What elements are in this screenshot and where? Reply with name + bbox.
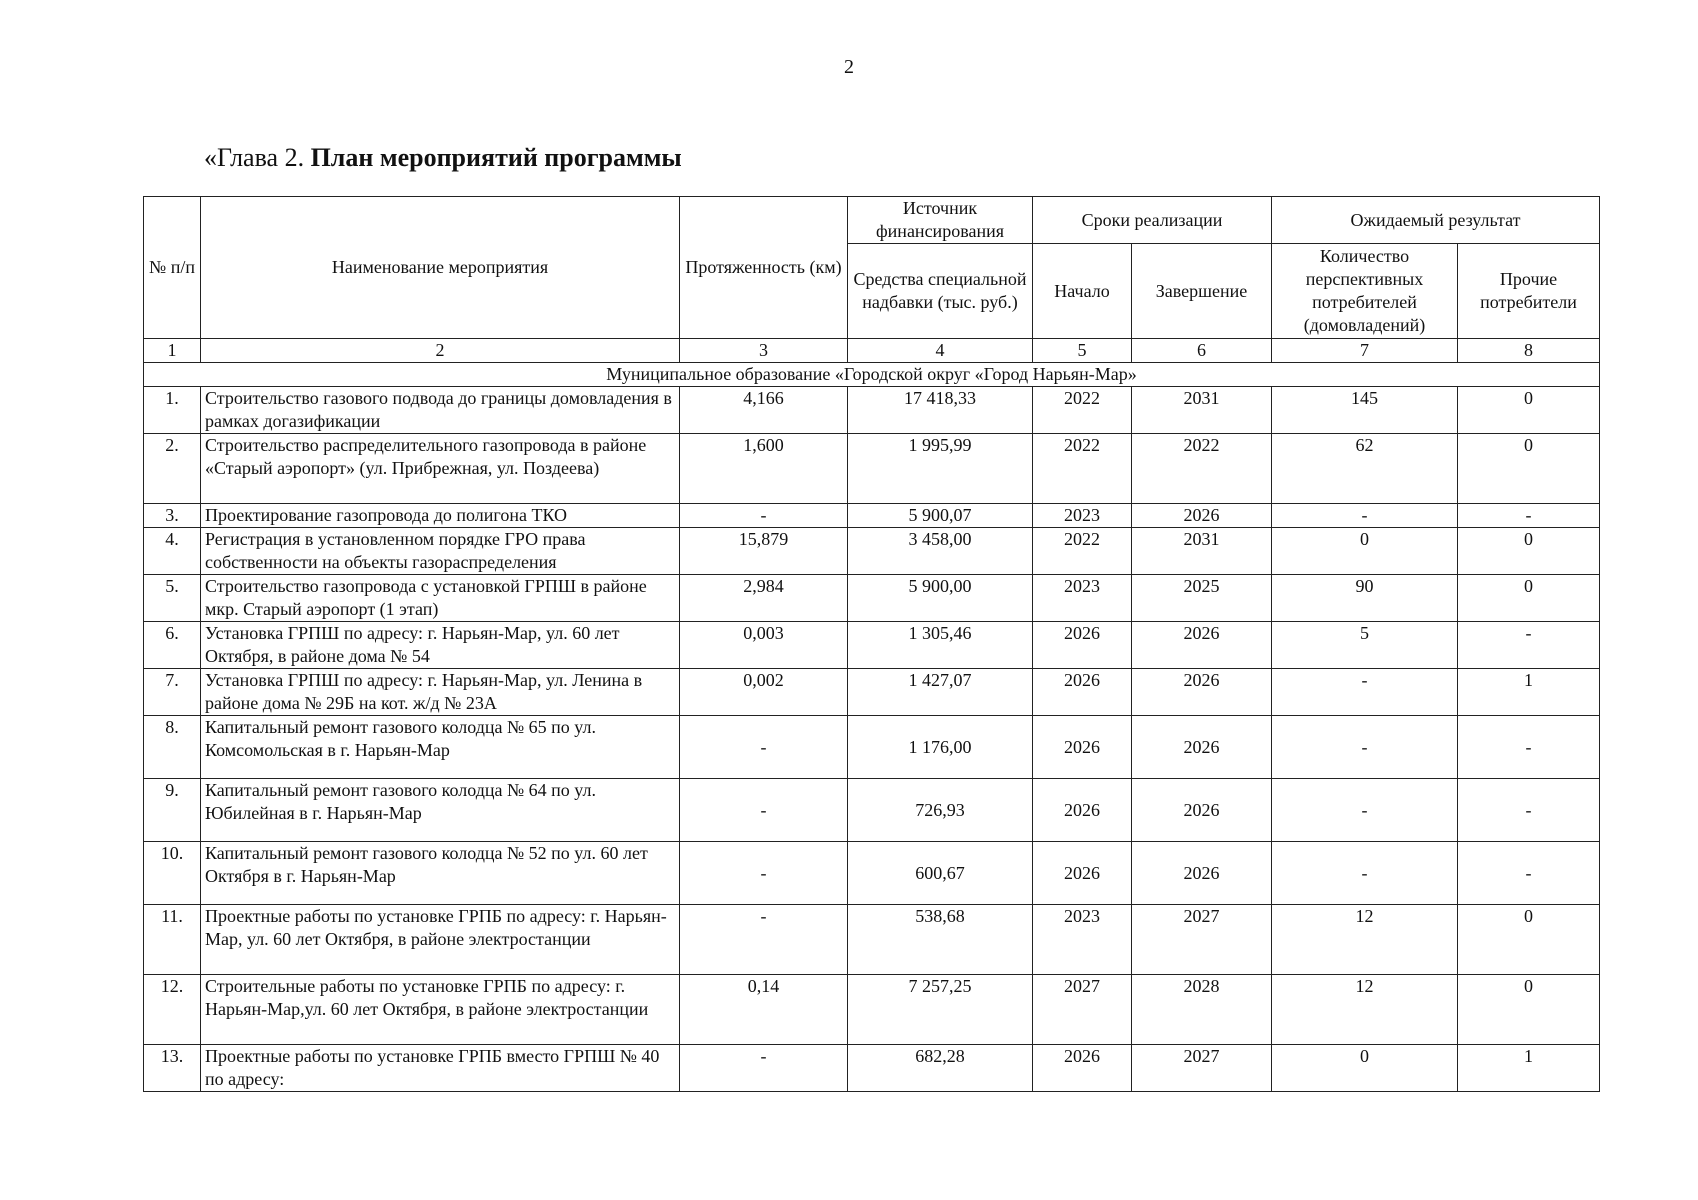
row-consumers: 0 [1272, 528, 1458, 575]
row-consumers: - [1272, 842, 1458, 905]
row-name: Проектные работы по установке ГРПБ по адресу: г. Нарьян-Мар, ул. 60 лет Октября, в районе электростанции [201, 905, 680, 975]
table-row [144, 387, 1600, 434]
row-start: 2022 [1033, 387, 1132, 434]
row-end: 2022 [1132, 434, 1272, 504]
column-number: 4 [848, 339, 1033, 363]
row-funds: 3 458,00 [848, 528, 1033, 575]
row-funds: 5 900,07 [848, 504, 1033, 528]
row-funds: 600,67 [848, 842, 1033, 905]
row-name: Капитальный ремонт газового колодца № 65 по ул. Комсомольская в г. Нарьян-Мар [201, 716, 680, 779]
row-num: 1. [144, 387, 201, 434]
row-consumers: 5 [1272, 622, 1458, 669]
row-end: 2031 [1132, 528, 1272, 575]
table-row [144, 434, 1600, 504]
plan-table [143, 196, 1600, 1092]
row-end: 2026 [1132, 779, 1272, 842]
row-other: 0 [1458, 528, 1600, 575]
row-other: 0 [1458, 905, 1600, 975]
row-consumers: 145 [1272, 387, 1458, 434]
row-num: 12. [144, 975, 201, 1045]
row-name: Капитальный ремонт газового колодца № 52 по ул. 60 лет Октября в г. Нарьян-Мар [201, 842, 680, 905]
row-length: 4,166 [680, 387, 848, 434]
table-row [144, 842, 1600, 905]
column-number: 2 [201, 339, 680, 363]
row-end: 2026 [1132, 622, 1272, 669]
chapter-title-prefix: «Глава 2. [204, 143, 311, 172]
row-other: 0 [1458, 434, 1600, 504]
row-funds: 682,28 [848, 1045, 1033, 1092]
header-source-group: Источник финансирования [848, 197, 1033, 244]
row-end: 2025 [1132, 575, 1272, 622]
column-number: 6 [1132, 339, 1272, 363]
row-consumers: 62 [1272, 434, 1458, 504]
row-num: 6. [144, 622, 201, 669]
row-end: 2031 [1132, 387, 1272, 434]
row-name: Строительство газового подвода до границы домовладения в рамках догазификации [201, 387, 680, 434]
row-consumers: 12 [1272, 975, 1458, 1045]
row-start: 2023 [1033, 504, 1132, 528]
row-end: 2026 [1132, 669, 1272, 716]
row-num: 2. [144, 434, 201, 504]
row-start: 2026 [1033, 716, 1132, 779]
row-consumers: 12 [1272, 905, 1458, 975]
table-row [144, 905, 1600, 975]
row-start: 2026 [1033, 779, 1132, 842]
table-row [144, 975, 1600, 1045]
row-start: 2027 [1033, 975, 1132, 1045]
row-end: 2026 [1132, 716, 1272, 779]
row-funds: 1 995,99 [848, 434, 1033, 504]
table-row [144, 716, 1600, 779]
row-funds: 726,93 [848, 779, 1033, 842]
table-row [144, 669, 1600, 716]
row-consumers: - [1272, 504, 1458, 528]
table-row [144, 779, 1600, 842]
row-other: - [1458, 716, 1600, 779]
column-number: 8 [1458, 339, 1600, 363]
row-funds: 1 427,07 [848, 669, 1033, 716]
column-number: 5 [1033, 339, 1132, 363]
row-start: 2026 [1033, 622, 1132, 669]
header-result-group: Ожидаемый результат [1272, 197, 1600, 244]
row-name: Установка ГРПШ по адресу: г. Нарьян-Мар, ул. Ленина в районе дома № 29Б на кот. ж/д № 23А [201, 669, 680, 716]
row-other: 0 [1458, 975, 1600, 1045]
row-other: - [1458, 504, 1600, 528]
row-other: 1 [1458, 669, 1600, 716]
row-num: 11. [144, 905, 201, 975]
row-end: 2028 [1132, 975, 1272, 1045]
row-name: Установка ГРПШ по адресу: г. Нарьян-Мар, ул. 60 лет Октября, в районе дома № 54 [201, 622, 680, 669]
row-funds: 17 418,33 [848, 387, 1033, 434]
row-other: 0 [1458, 387, 1600, 434]
header-num: № п/п [144, 197, 201, 339]
row-other: 1 [1458, 1045, 1600, 1092]
row-funds: 1 176,00 [848, 716, 1033, 779]
row-num: 10. [144, 842, 201, 905]
row-funds: 1 305,46 [848, 622, 1033, 669]
row-start: 2023 [1033, 575, 1132, 622]
row-start: 2022 [1033, 528, 1132, 575]
row-length: - [680, 716, 848, 779]
row-consumers: 90 [1272, 575, 1458, 622]
row-consumers: 0 [1272, 1045, 1458, 1092]
row-other: - [1458, 779, 1600, 842]
row-other: - [1458, 842, 1600, 905]
section-row [144, 363, 1600, 387]
row-consumers: - [1272, 779, 1458, 842]
row-name: Строительство газопровода с установкой ГРПШ в районе мкр. Старый аэропорт (1 этап) [201, 575, 680, 622]
row-length: 15,879 [680, 528, 848, 575]
row-name: Проектные работы по установке ГРПБ вместо ГРПШ № 40 по адресу: [201, 1045, 680, 1092]
row-num: 9. [144, 779, 201, 842]
header-other: Прочие потребители [1458, 244, 1600, 339]
column-number: 7 [1272, 339, 1458, 363]
row-consumers: - [1272, 716, 1458, 779]
table-row [144, 622, 1600, 669]
table-row [144, 575, 1600, 622]
row-name: Строительство распределительного газопровода в районе «Старый аэропорт» (ул. Прибрежная, ул. Поздеева) [201, 434, 680, 504]
row-other: 0 [1458, 575, 1600, 622]
row-name: Строительные работы по установке ГРПБ по адресу: г. Нарьян-Мар,ул. 60 лет Октября, в районе электростанции [201, 975, 680, 1045]
row-length: - [680, 842, 848, 905]
column-number-row [144, 339, 1600, 363]
header-terms-group: Сроки реализации [1033, 197, 1272, 244]
page-number: 2 [844, 56, 854, 78]
row-length: - [680, 905, 848, 975]
row-other: - [1458, 622, 1600, 669]
row-num: 3. [144, 504, 201, 528]
chapter-title-bold: План мероприятий программы [310, 143, 682, 172]
row-length: 0,14 [680, 975, 848, 1045]
row-start: 2026 [1033, 842, 1132, 905]
row-end: 2026 [1132, 842, 1272, 905]
header-end: Завершение [1132, 244, 1272, 339]
table-row [144, 504, 1600, 528]
row-length: - [680, 504, 848, 528]
row-consumers: - [1272, 669, 1458, 716]
row-end: 2027 [1132, 905, 1272, 975]
row-length: 1,600 [680, 434, 848, 504]
row-name: Капитальный ремонт газового колодца № 64 по ул. Юбилейная в г. Нарьян-Мар [201, 779, 680, 842]
row-start: 2026 [1033, 1045, 1132, 1092]
row-length: 0,003 [680, 622, 848, 669]
header-consumers: Количество перспективных потребителей (домовладений) [1272, 244, 1458, 339]
column-number: 1 [144, 339, 201, 363]
header-start: Начало [1033, 244, 1132, 339]
row-num: 13. [144, 1045, 201, 1092]
row-funds: 538,68 [848, 905, 1033, 975]
section-title: Муниципальное образование «Городской округ «Город Нарьян-Мар» [144, 363, 1600, 387]
header-source-sub: Средства специальной надбавки (тыс. руб.) [848, 244, 1033, 339]
header-length: Протяженность (км) [680, 197, 848, 339]
row-start: 2023 [1033, 905, 1132, 975]
header-name: Наименование мероприятия [201, 197, 680, 339]
row-funds: 5 900,00 [848, 575, 1033, 622]
table-row [144, 1045, 1600, 1092]
row-length: - [680, 779, 848, 842]
chapter-title [204, 143, 682, 173]
column-number: 3 [680, 339, 848, 363]
row-name: Регистрация в установленном порядке ГРО права собственности на объекты газораспределения [201, 528, 680, 575]
row-length: 2,984 [680, 575, 848, 622]
row-start: 2026 [1033, 669, 1132, 716]
row-funds: 7 257,25 [848, 975, 1033, 1045]
row-num: 4. [144, 528, 201, 575]
row-num: 8. [144, 716, 201, 779]
row-num: 5. [144, 575, 201, 622]
row-end: 2027 [1132, 1045, 1272, 1092]
row-length: 0,002 [680, 669, 848, 716]
row-name: Проектирование газопровода до полигона ТКО [201, 504, 680, 528]
row-end: 2026 [1132, 504, 1272, 528]
row-start: 2022 [1033, 434, 1132, 504]
row-length: - [680, 1045, 848, 1092]
row-num: 7. [144, 669, 201, 716]
table-row [144, 528, 1600, 575]
